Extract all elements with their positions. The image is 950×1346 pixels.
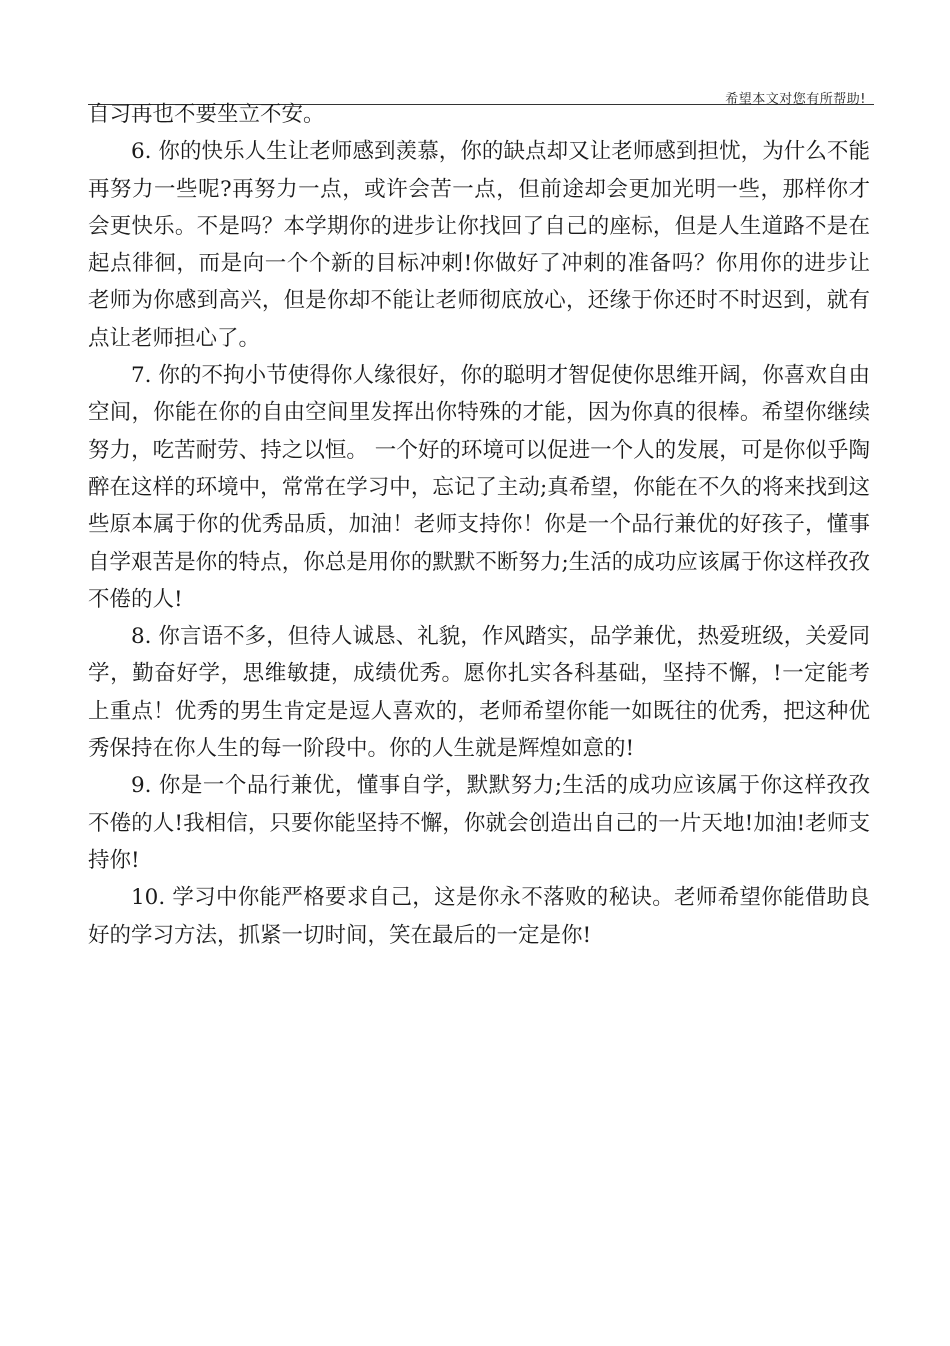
document-body	[88, 96, 870, 954]
paragraph-item-6: 6. 你的快乐人生让老师感到羡慕，你的缺点却又让老师感到担忧，为什么不能再努力一些呢?再努力一点，或许会苦一点，但前途却会更加光明一些，那样你才会更快乐。不是吗？本学期你的进步让你找回了自己的座标，但是人生道路不是在起点徘徊，而是向一个个新的目标冲刺!你做好了冲刺的准备吗？你用你的进步让老师为你感到高兴，但是你却不能让老师彻底放心，还缘于你还时不时迟到，就有点让老师担心了。	[88, 139, 870, 351]
paragraph-item-9: 9. 你是一个品行兼优，懂事自学，默默努力;生活的成功应该属于你这样孜孜不倦的人!我相信，只要你能坚持不懈，你就会创造出自己的一片天地!加油!老师支持你!	[88, 773, 870, 873]
paragraph-item-8: 8. 你言语不多，但待人诚恳、礼貌，作风踏实，品学兼优，热爱班级，关爱同学，勤奋好学，思维敏捷，成绩优秀。愿你扎实各科基础，坚持不懈，!一定能考上重点！优秀的男生肯定是逗人喜欢的，老师希望你能一如既往的优秀，把这种优秀保持在你人生的每一阶段中。你的人生就是辉煌如意的!	[88, 624, 870, 762]
paragraph-item-7: 7. 你的不拘小节使得你人缘很好，你的聪明才智促使你思维开阔，你喜欢自由空间，你能在你的自由空间里发挥出你特殊的才能，因为你真的很棒。希望你继续努力，吃苦耐劳、持之以恒。 一个好的环境可以促进一个人的发展，可是你似乎陶醉在这样的环境中，常常在学习中，忘记了主动;真希望，你能在不久的将来找到这些原本属于你的优秀品质，加油！老师支持你！你是一个品行兼优的好孩子，懂事自学艰苦是你的特点，你总是用你的默默不断努力;生活的成功应该属于你这样孜孜不倦的人!	[88, 363, 870, 612]
header-note: 希望本文对您有所帮助!	[725, 92, 866, 107]
paragraph-continuation: 自习再也不要坐立不安。	[88, 102, 325, 127]
paragraph-item-10: 10. 学习中你能严格要求自己，这是你永不落败的秘诀。老师希望你能借助良好的学习方法，抓紧一切时间，笑在最后的一定是你!	[88, 885, 870, 948]
